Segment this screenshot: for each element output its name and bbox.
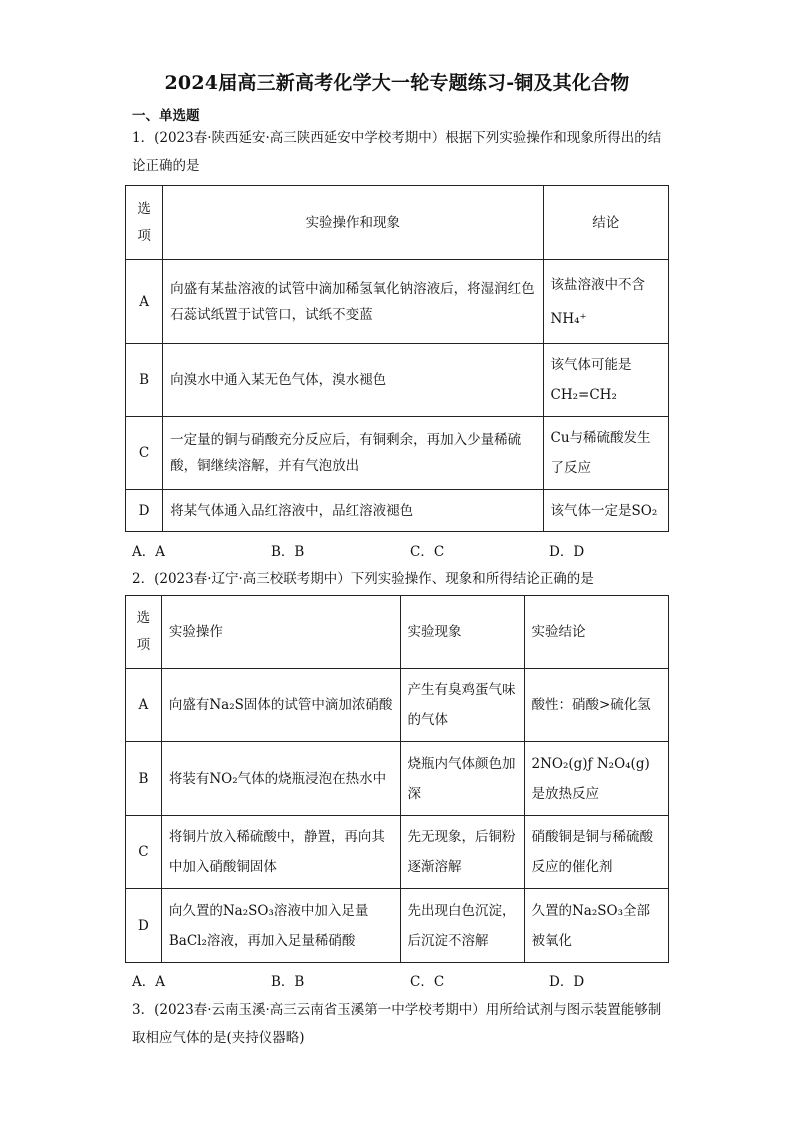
option-a: A．A [132, 974, 165, 990]
row-option: C [126, 417, 163, 490]
document-title: 2024届高三新高考化学大一轮专题练习-铜及其化合物 [164, 72, 630, 94]
row-operation: 将某气体通入品红溶液中，品红溶液褪色 [163, 490, 543, 532]
option-d: D．D [549, 974, 585, 990]
row-option: D [126, 889, 162, 963]
row-conclusion: 酸性：硝酸>硫化氢 [524, 669, 669, 742]
table-row [126, 490, 669, 532]
option-b: B．B [271, 974, 305, 990]
header-operation: 实验操作 [161, 596, 400, 669]
option-a: A．A [132, 544, 165, 560]
row-conclusion: 该气体可能是CH₂=CH₂ [543, 344, 668, 417]
row-conclusion: 该气体一定是SO₂ [543, 490, 668, 532]
question-1-table [125, 185, 669, 532]
row-operation: 向盛有Na₂S固体的试管中滴加浓硝酸 [161, 669, 400, 742]
table-row [126, 816, 669, 889]
row-operation: 将装有NO₂气体的烧瓶浸泡在热水中 [161, 742, 400, 816]
table-row [126, 669, 669, 742]
table-row [126, 260, 669, 344]
option-c: C．C [410, 974, 445, 990]
row-option: C [126, 816, 162, 889]
row-option: B [126, 742, 162, 816]
row-phenomenon: 产生有臭鸡蛋气味的气体 [400, 669, 524, 742]
header-option: 选项 [126, 186, 163, 260]
question-3-stem: 3．(2023春·云南玉溪·高三云南省玉溪第一中学校考期中）用所给试剂与图示装置能够制取相应气体的是(夹持仪器略) [132, 1002, 662, 1046]
row-conclusion: 该盐溶液中不含NH₄⁺ [543, 260, 668, 344]
row-operation: 向久置的Na₂SO₃溶液中加入足量BaCl₂溶液，再加入足量稀硝酸 [161, 889, 400, 963]
row-operation: 向盛有某盐溶液的试管中滴加稀氢氧化钠溶液后，将湿润红色石蕊试纸置于试管口，试纸不变蓝 [163, 260, 543, 344]
header-option: 选项 [126, 596, 162, 669]
row-conclusion: 硝酸铜是铜与稀硫酸反应的催化剂 [524, 816, 669, 889]
question-2-options [132, 970, 688, 990]
row-phenomenon: 先出现白色沉淀，后沉淀不溶解 [400, 889, 524, 963]
row-phenomenon: 先无现象，后铜粉逐渐溶解 [400, 816, 524, 889]
table-header-row [126, 596, 669, 669]
table-header-row [126, 186, 669, 260]
row-option: B [126, 344, 163, 417]
table-row [126, 344, 669, 417]
row-conclusion: 2NO₂(g)ƒ N₂O₄(g)是放热反应 [524, 742, 669, 816]
row-conclusion: 久置的Na₂SO₃全部被氧化 [524, 889, 669, 963]
question-1-stem: 1．(2023春·陕西延安·高三陕西延安中学校考期中）根据下列实验操作和现象所得出的结论正确的是 [132, 130, 662, 174]
row-option: A [126, 260, 163, 344]
header-conclusion: 结论 [543, 186, 668, 260]
row-operation: 向溴水中通入某无色气体，溴水褪色 [163, 344, 543, 417]
row-phenomenon: 烧瓶内气体颜色加深 [400, 742, 524, 816]
row-conclusion: Cu与稀硫酸发生了反应 [543, 417, 668, 490]
row-operation: 一定量的铜与硝酸充分反应后，有铜剩余，再加入少量稀硫酸，铜继续溶解，并有气泡放出 [163, 417, 543, 490]
table-row [126, 889, 669, 963]
question-2-stem: 2．(2023春·辽宁·高三校联考期中）下列实验操作、现象和所得结论正确的是 [132, 571, 594, 587]
section-heading: 一、单选题 [132, 108, 200, 124]
option-b: B．B [271, 544, 305, 560]
table-row [126, 417, 669, 490]
header-conclusion: 实验结论 [524, 596, 669, 669]
option-d: D．D [549, 544, 585, 560]
question-1-options [132, 540, 688, 560]
question-2-table [125, 595, 669, 963]
table-row [126, 742, 669, 816]
header-operation: 实验操作和现象 [163, 186, 543, 260]
header-phenomenon: 实验现象 [400, 596, 524, 669]
row-option: D [126, 490, 163, 532]
row-option: A [126, 669, 162, 742]
row-operation: 将铜片放入稀硫酸中，静置，再向其中加入硝酸铜固体 [161, 816, 400, 889]
option-c: C．C [410, 544, 445, 560]
